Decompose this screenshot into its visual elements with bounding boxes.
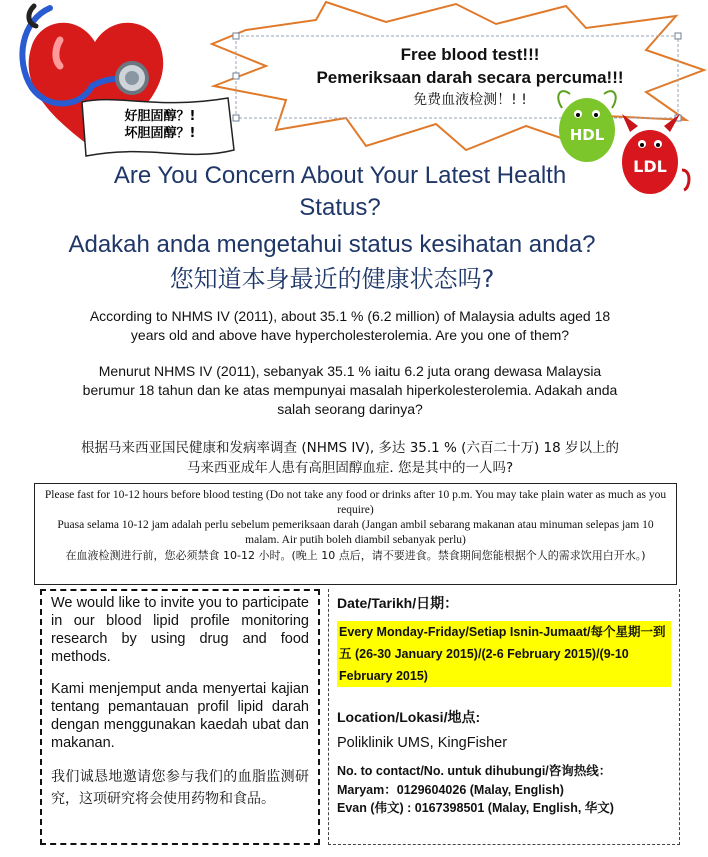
fasting-instructions-box [34,483,677,585]
location-label: Location/Lokasi/地点: [337,709,481,725]
hdl-label: HDL [569,126,605,144]
intro-chinese-line2: 马来西亚成年人患有高胆固醇血症. 您是其中的一人吗? [186,460,514,476]
heading-english-line2: Status? [299,194,381,221]
intro-malay [30,362,670,419]
contact-label: No. to contact/No. untuk dihubungi/咨询热线： [337,764,612,778]
invitation-box [40,589,320,845]
heading-english-line1: Are You Concern About Your Latest Health [113,162,567,189]
fasting-chinese: 在血液检测进行前，您必须禁食 10-12 小时。(晚上 10 点后，请不要进食。禁食期间您能根据个人的需求饮用白开水。) [65,549,646,562]
invite-malay: Kami menjemput anda menyertai kajian tentang pemantauan profil lipid darah dengan menggunakan kaedah ubat dan makanan. [51,681,309,751]
intro-english-line1: According to NHMS IV (2011), about 35.1 % (6.2 million) of Malaysia adults aged 18 [89,308,611,324]
fasting-malay: Puasa selama 10-12 jam adalah perlu sebelum pemeriksaan darah (Jangan ambil sebarang makanan atau minuman selepas jam 10 malam. Air putih boleh diambil sebanyak perlu) [57,519,654,546]
invite-chinese: 我们诚恳地邀请您参与我们的血脂监测研究，这项研究将会使用药物和食品。 [51,769,309,807]
speech-line-bad-cholesterol: 坏胆固醇？! [124,126,196,141]
free-blood-test-banner [250,44,690,110]
heading-english [30,160,650,224]
intro-english-line2: years old and above have hypercholesterolemia. Are you one of them? [130,327,570,343]
ldl-label: LDL [633,157,667,176]
contact-evan: Evan (伟文) : 0167398501 (Malay, English, 华文) [337,801,614,815]
date-value: Every Monday-Friday/Setiap Isnin-Jumaat/每个星期一到五 (26-30 January 2015)/(2-6 February 2015)/(9-10 February 2015) [337,621,671,687]
banner-malay: Pemeriksaan darah secara percuma!!! [316,68,624,87]
intro-malay-line3: salah seorang darinya? [277,401,423,417]
intro-chinese-line1: 根据马来西亚国民健康和发病率调查 (NHMS IV), 多达 35.1 % (六百二十万) 18 岁以上的 [81,440,619,456]
location-value: Poliklinik UMS, KingFisher [337,735,508,751]
speech-text [100,108,220,142]
intro-malay-line1: Menurut NHMS IV (2011), sebanyak 35.1 % iaitu 6.2 juta orang dewasa Malaysia [98,363,602,379]
banner-chinese: 免费血液检测！! ! [413,92,527,108]
banner-english: Free blood test!!! [400,45,540,64]
details-box [328,589,680,845]
intro-malay-line2: berumur 18 tahun dan ke atas mempunyai masalah hiperkolesterolemia. Adakah anda [82,382,618,398]
fasting-english: Please fast for 10-12 hours before blood testing (Do not take any food or drinks after 10 p.m. You may take plain water as much as you require) [44,489,667,516]
heading-chinese: 您知道本身最近的健康状态吗? [169,265,495,293]
invite-english: We would like to invite you to participate in our blood lipid profile monitoring research by using drug and food methods. [51,595,309,665]
date-label: Date/Tarikh/日期： [337,595,459,611]
heading-malay: Adakah anda mengetahui status kesihatan anda? [68,231,596,258]
intro-english [30,307,670,345]
intro-chinese [30,438,670,478]
speech-line-good-cholesterol: 好胆固醇？! [124,109,196,124]
contact-maryam: Maryam：0129604026 (Malay, English) [337,783,564,797]
